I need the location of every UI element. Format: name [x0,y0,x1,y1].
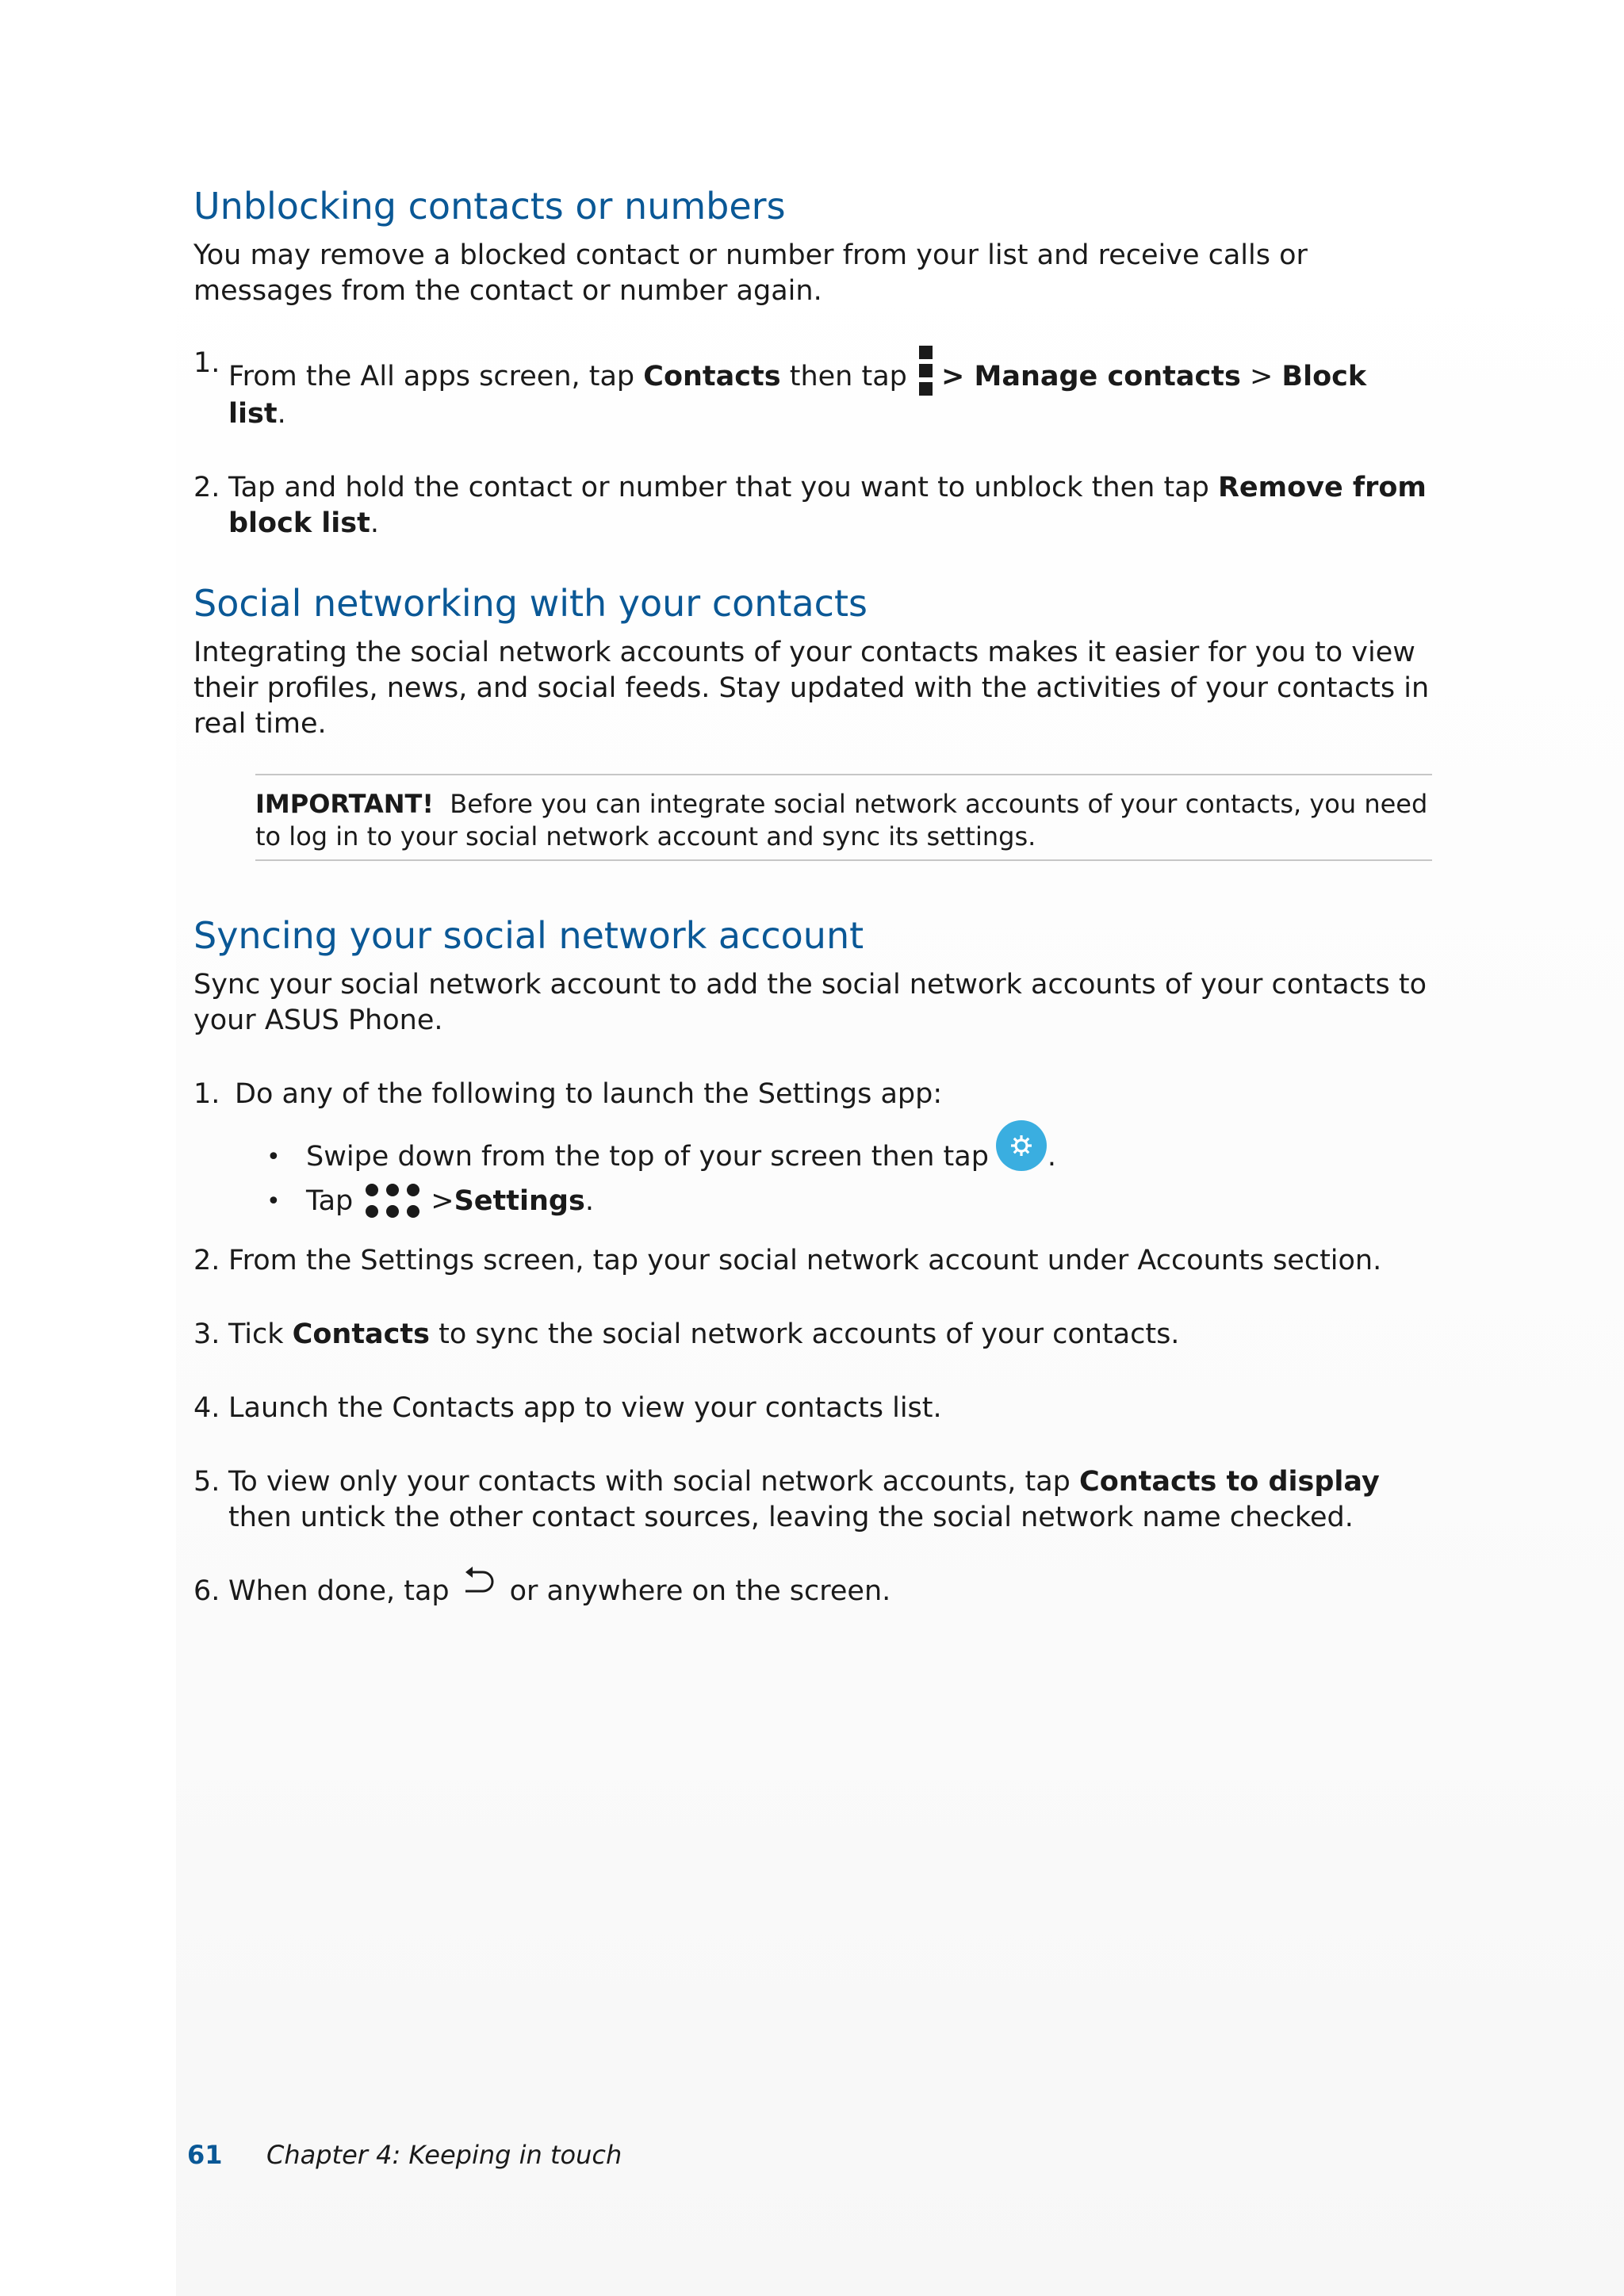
step-bold-remove: Remove from block list [228,472,1427,539]
step-text-part: then tap [780,361,916,392]
step-1-sync [193,1077,1431,1112]
step-text-part: > [1240,361,1282,392]
page-footer [187,2139,622,2171]
step-text-part: Tick [228,1318,293,1350]
step-text [228,470,1431,541]
step-bold-block-list: Block list [228,361,1367,430]
section-heading-unblocking: Unblocking contacts or numbers [193,185,786,228]
bullet-tap-all-apps [193,1183,1431,1219]
step-number: 4. [193,1392,220,1424]
step-bold-contacts: Contacts [292,1318,430,1350]
bullet-text-part: . [1047,1141,1057,1173]
step-bold-manage-contacts: > Manage contacts [940,361,1241,392]
page-number: 61 [187,2140,223,2170]
bullet-text-part: Tap [306,1184,354,1217]
step-number: 2. [193,1245,220,1276]
step-text [228,346,1431,432]
bullet-bold-settings: Settings [454,1184,585,1217]
page-content [193,182,1431,1609]
step-2-sync [193,1243,1431,1279]
step-text [228,1464,1431,1536]
chapter-title: Chapter 4: Keeping in touch [266,2140,622,2170]
step-4-sync [193,1391,1431,1426]
section-intro-syncing: Sync your social network account to add the social network accounts of your contacts to your ASUS Phone. [193,969,1427,1036]
important-label: IMPORTANT! [255,789,434,819]
step-number: 3. [193,1318,220,1350]
bullet-mark: • [266,1143,281,1171]
step-6-sync [193,1574,1431,1609]
step-number: 2. [193,472,220,503]
step-text-part: to sync the social network accounts of your contacts. [429,1318,1180,1350]
step-2-unblock [193,470,1431,541]
step-text-part: . [370,507,380,539]
step-text-part: then untick the other contact sources, leaving the social network name checked. [228,1502,1354,1533]
step-3-sync [193,1317,1431,1353]
bullet-text-part: Swipe down from the top of your screen then tap [306,1141,989,1173]
bullet-swipe-down [193,1139,1431,1175]
all-apps-icon [364,1183,421,1219]
step-text-part: When done, tap [228,1575,450,1607]
bullet-text-part: > [431,1184,454,1217]
section-heading-syncing: Syncing your social network account [193,914,864,957]
bullet-text [306,1139,989,1175]
step-text-part: From the All apps screen, tap [228,361,644,392]
settings-gear-icon [995,1119,1048,1172]
section-intro-social: Integrating the social network accounts of your contacts makes it easier for you to view their profiles, news, and social feeds. Stay updated with the activities of your contacts in real time. [193,637,1430,740]
step-number: 5. [193,1466,220,1498]
back-icon [459,1565,499,1605]
step-bold-contacts-to-display: Contacts to display [1079,1466,1380,1498]
step-1-unblock [193,346,1431,432]
step-text-part: . [277,398,286,430]
step-5-sync [193,1464,1431,1536]
step-text [228,1317,1179,1353]
important-text: Before you can integrate social network accounts of your contacts, you need to log in to your social network account and sync its settings. [255,789,1428,851]
step-text: Do any of the following to launch the Settings app: [235,1078,943,1110]
bullet-mark: • [266,1187,281,1215]
step-number: 6. [193,1575,220,1607]
important-note [255,774,1432,861]
step-text-part: Tap and hold the contact or number that you want to unblock then tap [228,472,1218,503]
more-options-icon [919,346,933,396]
step-number: 1. [193,1078,220,1110]
step-text-part: or anywhere on the screen. [509,1575,891,1607]
section-heading-social: Social networking with your contacts [193,582,868,625]
step-bold-contacts: Contacts [643,361,781,392]
step-text: Launch the Contacts app to view your contacts list. [228,1392,942,1424]
step-number: 1. [193,347,220,379]
section-intro-unblocking: You may remove a blocked contact or number from your list and receive calls or messages from the contact or number again. [193,239,1308,307]
bullet-text-part: . [584,1184,594,1217]
step-text: From the Settings screen, tap your social network account under Accounts section. [228,1245,1382,1276]
step-text-part: To view only your contacts with social network accounts, tap [228,1466,1080,1498]
